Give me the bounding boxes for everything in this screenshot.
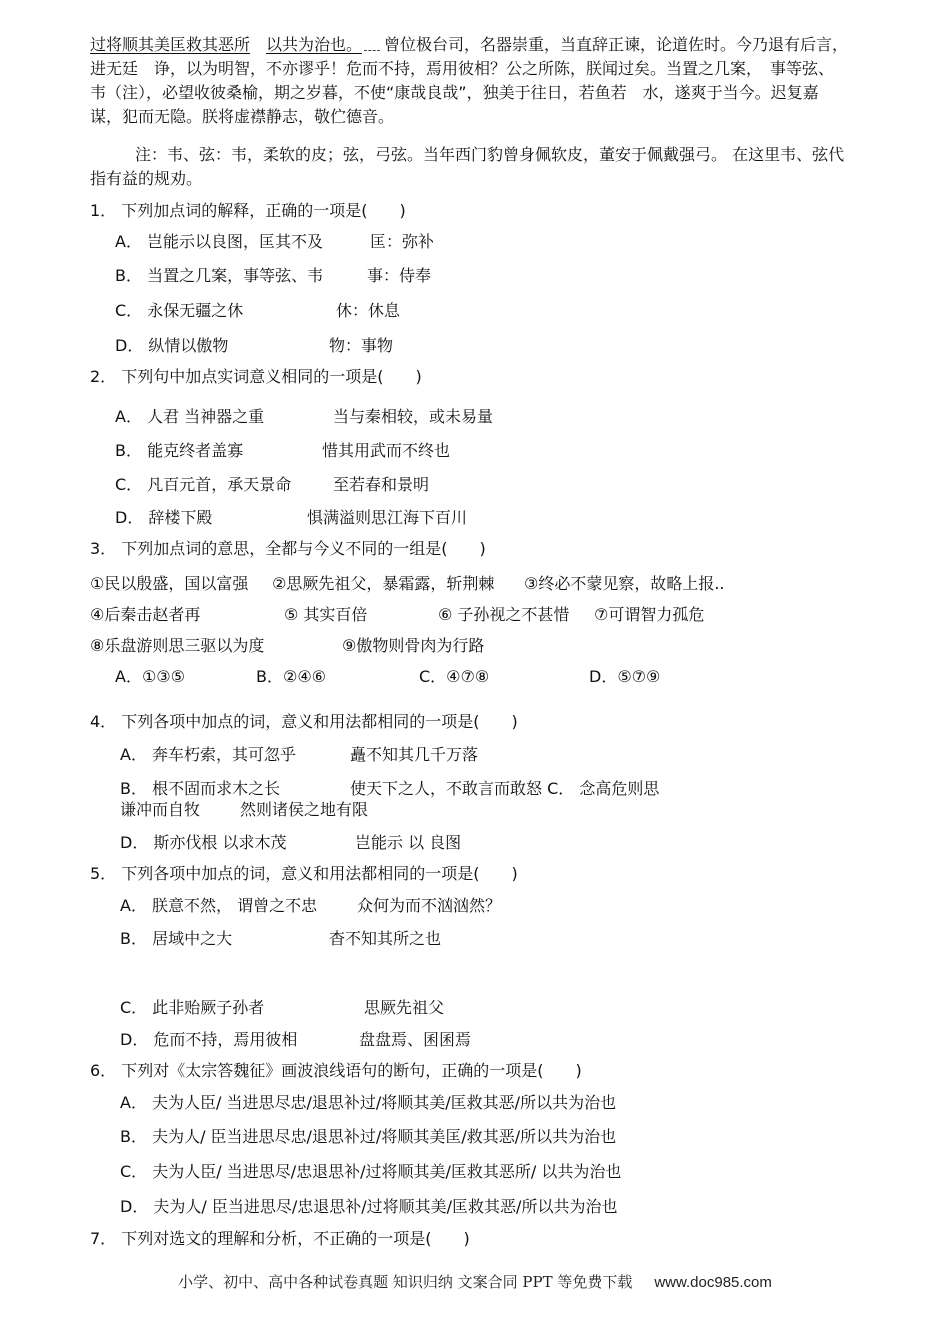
passage-line-1-rest: 曾位极台司，名器崇重，当直辞正谏，论道佐时。今乃退有后言， xyxy=(384,35,849,54)
dashed-mark xyxy=(364,40,380,51)
passage-line-4: 谋，犯而无隐。朕将虚襟静志，敬伫德音。 xyxy=(90,107,395,126)
question-5-stem: 5． 下列各项中加点的词，意义和用法都相同的一项是( ) xyxy=(90,864,518,883)
q3-item-5: ⑤ 其实百倍 xyxy=(284,605,368,624)
q2-option-b: B． 能克终者盖寡 xyxy=(115,441,244,460)
q4-option-b: B． 根不固而求木之长 xyxy=(120,779,281,798)
question-3-stem: 3． 下列加点词的意思，全都与今义不同的一组是( ) xyxy=(90,539,486,558)
q1-option-b-gloss: 事：侍奉 xyxy=(367,266,432,285)
q2-option-c-right: 至若春和景明 xyxy=(333,475,430,494)
q3-item-7: ⑦可谓智力孤危 xyxy=(594,605,705,624)
q2-option-d-right: 惧满溢则思江海下百川 xyxy=(307,508,468,527)
question-7-stem: 7． 下列对选文的理解和分析，不正确的一项是( ) xyxy=(90,1229,470,1248)
q2-option-d: D． 辞楼下殿 xyxy=(115,508,213,527)
q2-option-a: A． 人君 当神器之重 xyxy=(115,407,265,426)
q3-item-9: ⑨傲物则骨肉为行路 xyxy=(342,636,485,655)
q3-item-8: ⑧乐盘游则思三驱以为度 xyxy=(90,636,265,655)
q4-option-d: D． 斯亦伐根 以求木茂 xyxy=(120,833,287,852)
q3-item-4: ④后秦击赵者再 xyxy=(90,605,201,624)
passage-line-2: 进无廷 诤，以为明智，不亦谬乎！危而不持，焉用彼相？公之所陈，朕闻过矣。当置之几案， 事等弦、 xyxy=(90,59,835,78)
q3-item-2: ②思厥先祖父，暴霜露，斩荆棘 xyxy=(272,574,495,593)
q2-option-b-right: 惜其用武而不终也 xyxy=(322,441,451,460)
question-6-stem: 6． 下列对《太宗答魏征》画波浪线语句的断句，正确的一项是( ) xyxy=(90,1061,582,1080)
q4-option-d-right: 岂能示 以 良图 xyxy=(355,833,462,852)
page-footer xyxy=(0,1271,950,1292)
q4-option-c-cont: 谦冲而自牧 xyxy=(120,800,201,819)
q1-option-c: C． 永保无疆之休 xyxy=(115,301,244,320)
q6-option-a: A． 夫为人臣/ 当进思尽忠/退思补过/将顺其美/匡救其恶/所以共为治也 xyxy=(120,1093,617,1112)
wavy-sentence-part-1: 过将顺其美匡救其恶所 xyxy=(90,35,251,54)
q6-option-d: D． 夫为人/ 臣当进思尽/忠退思补/过将顺其美/匡救其恶/所以共为治也 xyxy=(120,1197,618,1216)
q1-option-d-gloss: 物：事物 xyxy=(329,336,394,355)
note-line-1: 注：韦、弦：韦，柔软的皮；弦，弓弦。当年西门豹曾身佩软皮，董安于佩戴强弓。 在这里韦、弦代 xyxy=(135,145,845,164)
q1-option-c-gloss: 休：休息 xyxy=(336,301,401,320)
question-1-stem: 1． 下列加点词的解释，正确的一项是( ) xyxy=(90,201,406,220)
q3-item-6: ⑥ 子孙视之不甚惜 xyxy=(438,605,570,624)
passage-line-3: 韦（注），必望收彼桑榆，期之岁暮，不使“康哉良哉”，独美于往日，若鱼若 水，遂爽于当今。迟复嘉 xyxy=(90,83,819,102)
q4-option-b-right: 使天下之人，不敢言而敢怒 C． 念高危则思 xyxy=(350,779,660,798)
q1-option-b: B． 当置之几案，事等弦、韦 xyxy=(115,266,324,285)
note-line-2: 指有益的规劝。 xyxy=(90,169,203,188)
q5-option-a: A． 朕意不然， 谓曾之不忠 xyxy=(120,896,318,915)
q5-option-d-right: 盘盘焉、囷囷焉 xyxy=(359,1030,472,1049)
q5-option-a-right: 众何为而不汹汹然？ xyxy=(357,896,502,915)
footer-text: 小学、初中、高中各种试卷真题 知识归纳 文案合同 PPT 等免费下载 xyxy=(178,1273,633,1291)
passage-line-1 xyxy=(90,35,848,55)
q1-option-a-gloss: 匡：弥补 xyxy=(370,232,435,251)
question-4-stem: 4． 下列各项中加点的词，意义和用法都相同的一项是( ) xyxy=(90,712,518,731)
q3-choice-c: C．④⑦⑧ xyxy=(419,667,490,686)
q3-choice-d: D．⑤⑦⑨ xyxy=(589,667,661,686)
q2-option-a-right: 当与秦相较，或未易量 xyxy=(333,407,494,426)
q4-option-c-right: 然则诸侯之地有限 xyxy=(240,800,369,819)
q5-option-c: C． 此非贻厥子孙者 xyxy=(120,998,265,1017)
footer-url[interactable]: www.doc985.com xyxy=(654,1274,772,1291)
q4-option-a: A． 奔车朽索，其可忽乎 xyxy=(120,745,297,764)
q6-option-c: C． 夫为人臣/ 当进思尽/忠退思补/过将顺其美/匡救其恶所/ 以共为治也 xyxy=(120,1162,622,1181)
q5-option-c-right: 思厥先祖父 xyxy=(364,998,445,1017)
q2-option-c: C． 凡百元首，承天景命 xyxy=(115,475,292,494)
wavy-sentence-part-2: 以共为治也。 xyxy=(266,35,363,54)
q5-option-b: B． 居域中之大 xyxy=(120,929,233,948)
q3-item-3: ③终必不蒙见察，故略上报.. xyxy=(524,574,725,593)
q5-option-b-right: 杳不知其所之也 xyxy=(329,929,442,948)
q3-choice-b: B．②④⑥ xyxy=(256,667,327,686)
q1-option-d: D． 纵情以傲物 xyxy=(115,336,229,355)
q4-option-a-right: 矗不知其几千万落 xyxy=(350,745,479,764)
question-2-stem: 2． 下列句中加点实词意义相同的一项是( ) xyxy=(90,367,422,386)
q3-item-1: ①民以殷盛，国以富强 xyxy=(90,574,249,593)
q5-option-d: D． 危而不持，焉用彼相 xyxy=(120,1030,298,1049)
q1-option-a: A． 岂能示以良图，匡其不及 xyxy=(115,232,324,251)
q3-choice-a: A．①③⑤ xyxy=(115,667,185,686)
q6-option-b: B． 夫为人/ 臣当进思尽忠/退思补过/将顺其美匡/救其恶/所以共为治也 xyxy=(120,1127,617,1146)
